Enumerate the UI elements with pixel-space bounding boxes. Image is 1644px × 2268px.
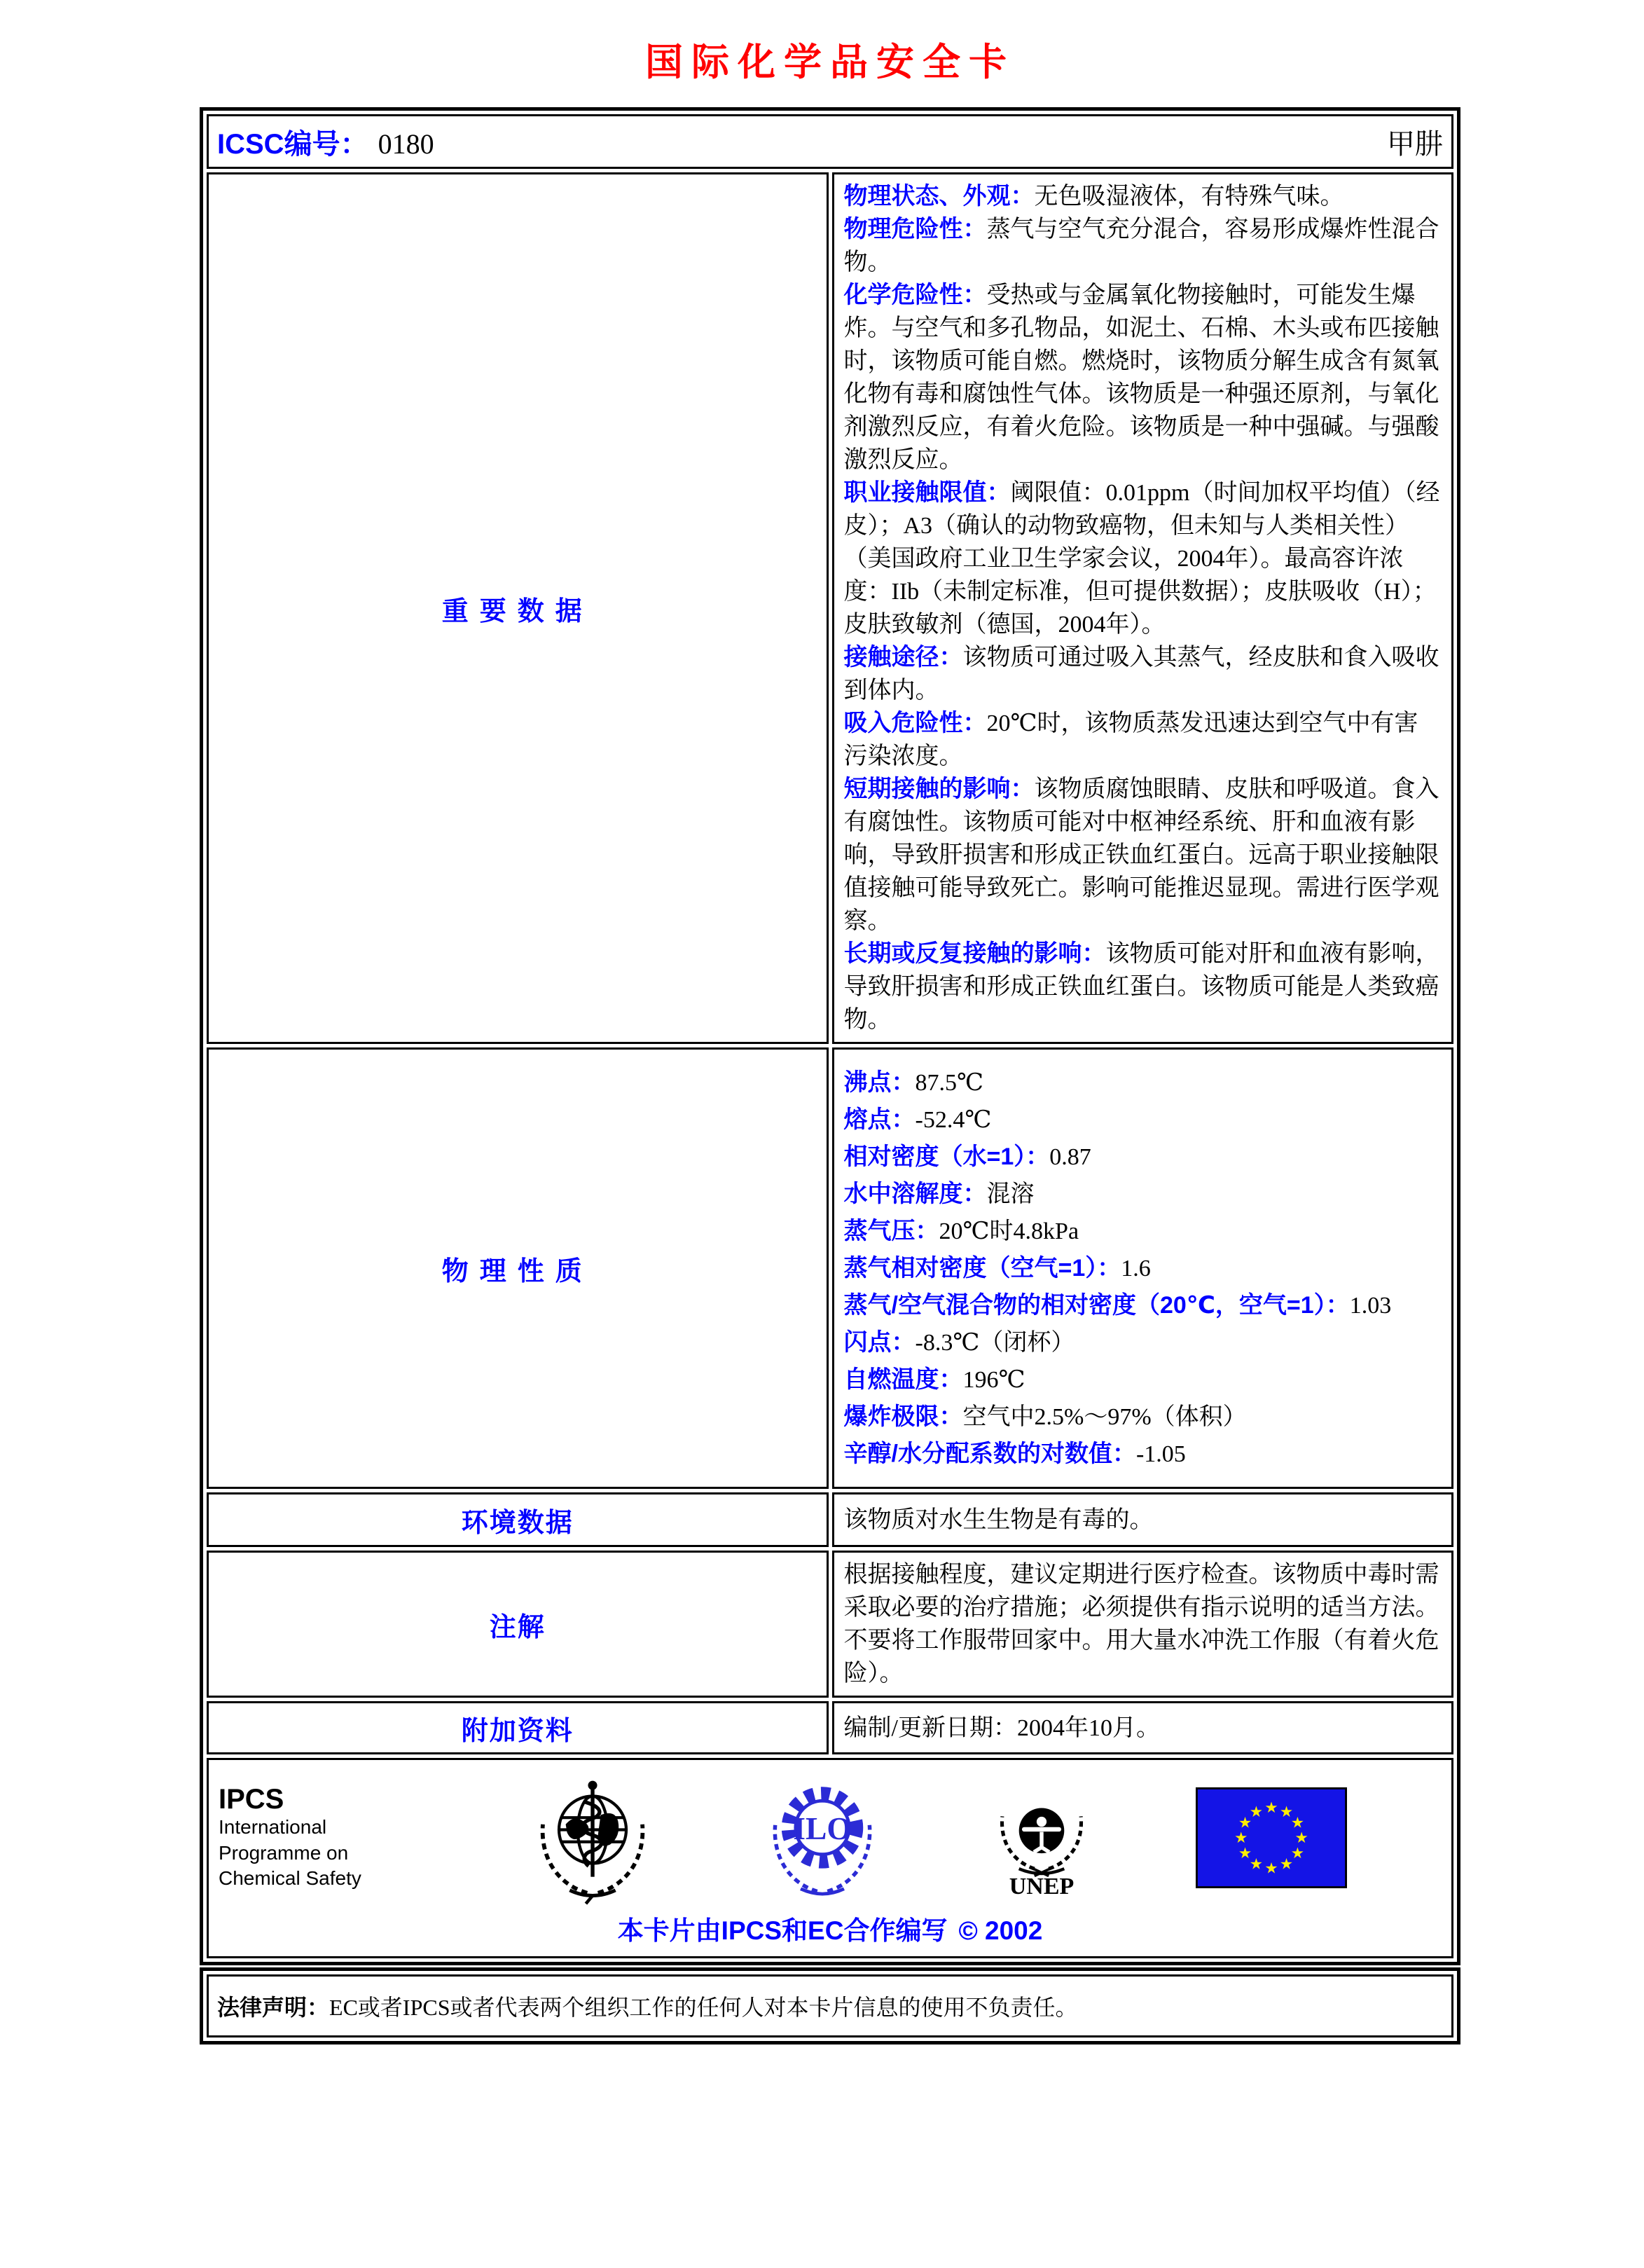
physical-property-item: [844, 1213, 1442, 1250]
copyright-text: © 2002: [958, 1916, 1043, 1945]
field-label: 长期或反复接触的影响：: [843, 940, 1106, 967]
physical-property-item: [844, 1139, 1442, 1176]
field-label: 水中溶解度：: [843, 1180, 987, 1207]
field-value: -1.05: [1135, 1441, 1186, 1467]
ipcs-subtitle-line: Chemical Safety: [219, 1867, 361, 1890]
field-label: 自燃温度：: [843, 1366, 963, 1393]
field-value: 该物质腐蚀眼睛、皮肤和呼吸道。食入有腐蚀性。该物质可能对中枢神经系统、肝和血液有影响，导致肝损害和形成正铁血红蛋白。远高于职业接触限值接触可能导致死亡。影响可能推迟显现。需进行医学观察。: [843, 776, 1439, 934]
ipcs-subtitle-line: International: [219, 1816, 327, 1839]
svg-text:★: ★: [1249, 1802, 1264, 1820]
unep-caption: UNEP: [1009, 1873, 1075, 1899]
physical-property-item: [844, 1287, 1442, 1324]
svg-text:★: ★: [1238, 1813, 1252, 1831]
notes-text: 根据接触程度，建议定期进行医疗检查。该物质中毒时需采取必要的治疗措施；必须提供有指示说明的适当方法。不要将工作服带回家中。用大量水冲洗工作服（有着火危险）。: [843, 1562, 1439, 1686]
field-value: 无色吸湿液体，有特殊气味。: [1034, 184, 1344, 209]
field-value: 受热或与金属氧化物接触时，可能发生爆炸。与空气和多孔物品，如泥土、石棉、木头或布匹接触时，该物质可能自燃。燃烧时，该物质分解生成含有氮氧化物有毒和腐蚀性气体。该物质是一种强还原剂，与氧化剂激烈反应，有着火危险。该物质是一种中强碱。与强酸激烈反应。: [843, 282, 1439, 473]
field-value: -8.3℃（闭杯）: [915, 1329, 1075, 1356]
field-label: 物理危险性：: [843, 216, 987, 242]
field-label: 化学危险性：: [843, 282, 987, 308]
field-label: 物理状态、外观：: [843, 183, 1035, 209]
field-label: 爆炸极限：: [843, 1403, 963, 1430]
additional-info-content: [832, 1701, 1454, 1754]
card-credit: [219, 1909, 1442, 1947]
physical-property-item: [844, 1436, 1442, 1473]
field-label: 熔点：: [843, 1106, 916, 1133]
svg-text:★: ★: [1238, 1843, 1252, 1862]
icsc-number-label: ICSC编号：: [217, 128, 368, 160]
svg-text:★: ★: [1294, 1829, 1309, 1847]
physical-property-item: [844, 1324, 1442, 1361]
card-credit-text: 本卡片由IPCS和EC合作编写: [617, 1916, 948, 1945]
legal-notice-table: [200, 1967, 1460, 2044]
svg-text:★: ★: [1280, 1855, 1294, 1873]
environmental-data-content: [832, 1492, 1454, 1547]
field-value: 20℃时，该物质蒸发迅速达到空气中有害污染浓度。: [843, 710, 1418, 769]
svg-text:★: ★: [1264, 1799, 1278, 1816]
field-label: 接触途径：: [843, 644, 963, 671]
svg-text:★: ★: [1249, 1855, 1264, 1873]
physical-properties-row: [207, 1047, 1453, 1489]
icsc-number-value: 0180: [378, 128, 434, 160]
important-data-item: [844, 773, 1442, 937]
field-value: 该物质可能对肝和血液有影响，导致肝损害和形成正铁血红蛋白。该物质可能是人类致癌物。: [843, 941, 1439, 1033]
important-data-item: [844, 641, 1442, 707]
field-value: 1.03: [1349, 1292, 1392, 1319]
field-label: 蒸气/空气混合物的相对密度（20℃，空气=1）：: [843, 1291, 1350, 1319]
field-value: -52.4℃: [915, 1106, 992, 1133]
physical-property-item: [844, 1064, 1442, 1101]
section-label-additional-info: 附加资料: [207, 1701, 829, 1754]
field-value: 该物质可通过吸入其蒸气，经皮肤和食入吸收到体内。: [843, 645, 1439, 703]
important-data-item: [844, 279, 1442, 476]
who-logo: [523, 1771, 662, 1905]
environmental-data-text: 该物质对水生生物是有毒的。: [843, 1506, 1154, 1533]
header-row: [207, 114, 1453, 169]
icsc-number: [217, 122, 434, 162]
important-data-item: [844, 213, 1442, 279]
notes-row: [207, 1551, 1453, 1698]
legal-notice-text: EC或者IPCS或者代表两个组织工作的任何人对本卡片信息的使用不负责任。: [329, 1995, 1078, 2020]
footer-row: [207, 1758, 1453, 1958]
field-value: 阈限值：0.01ppm（时间加权平均值）（经皮）；A3（确认的动物致癌物，但未知与人类相关性）（美国政府工业卫生学家会议，2004年）。最高容许浓度：IIb（未制定标准，但可提供数据）；皮肤吸收（H）；皮肤致敏剂（德国，2004年）。: [843, 480, 1440, 638]
section-label-notes: 注解: [207, 1551, 829, 1698]
field-label: 职业接触限值：: [843, 479, 1011, 506]
field-label: 吸入危险性：: [843, 710, 987, 736]
field-value: 空气中2.5%～97%（体积）: [962, 1403, 1247, 1430]
svg-text:★: ★: [1264, 1859, 1278, 1877]
ilo-logo: [757, 1774, 888, 1902]
ipcs-subtitle-line: Programme on: [219, 1841, 349, 1864]
important-data-item: [844, 476, 1442, 641]
physical-property-item: [844, 1398, 1442, 1436]
svg-text:★: ★: [1234, 1829, 1248, 1847]
icsc-main-table: [200, 107, 1460, 1965]
field-label: 蒸气相对密度（空气=1）：: [843, 1254, 1121, 1281]
field-value: 196℃: [962, 1366, 1025, 1393]
physical-property-item: [844, 1250, 1442, 1287]
notes-content: [832, 1551, 1454, 1698]
physical-property-item: [844, 1361, 1442, 1398]
physical-property-item: [844, 1176, 1442, 1213]
physical-property-item: [844, 1101, 1442, 1139]
ipcs-text-block: [219, 1784, 429, 1891]
environmental-data-row: [207, 1492, 1453, 1547]
section-label-important-data: 重要数据: [207, 172, 829, 1044]
important-data-row: [207, 172, 1453, 1044]
field-value: 87.5℃: [915, 1069, 984, 1096]
legal-notice-label: 法律声明：: [217, 1995, 330, 2020]
eu-flag: [1196, 1787, 1347, 1888]
field-value: 1.6: [1121, 1255, 1151, 1281]
field-value: 0.87: [1049, 1143, 1091, 1170]
additional-info-text: 编制/更新日期：2004年10月。: [843, 1714, 1160, 1741]
svg-text:★: ★: [1290, 1813, 1305, 1831]
field-value: 混溶: [986, 1181, 1035, 1207]
svg-text:★: ★: [1290, 1843, 1305, 1862]
physical-properties-content: [832, 1047, 1454, 1489]
field-label: 短期接触的影响：: [843, 776, 1035, 802]
field-label: 蒸气压：: [843, 1217, 939, 1244]
unep-logo: [982, 1769, 1101, 1906]
field-label: 闪点：: [843, 1328, 916, 1356]
important-data-content: [832, 172, 1454, 1044]
important-data-item: [844, 707, 1442, 773]
additional-info-row: [207, 1701, 1453, 1754]
icsc-card: [200, 32, 1460, 2044]
chemical-name: 甲肼: [1387, 128, 1443, 160]
legal-notice-row: [207, 1974, 1453, 2037]
important-data-item: [844, 937, 1442, 1036]
field-label: 沸点：: [843, 1068, 916, 1096]
svg-text:★: ★: [1280, 1802, 1294, 1820]
field-label: 相对密度（水=1）：: [843, 1143, 1050, 1170]
field-value: 蒸气与空气充分混合，容易形成爆炸性混合物。: [843, 217, 1439, 275]
field-label: 辛醇/水分配系数的对数值：: [843, 1440, 1136, 1467]
svg-text:ILO: ILO: [792, 1810, 852, 1846]
field-value: 20℃时4.8kPa: [939, 1218, 1079, 1244]
ipcs-title: IPCS: [219, 1784, 284, 1815]
important-data-item: [844, 180, 1442, 213]
section-label-physical-properties: 物理性质: [207, 1047, 829, 1489]
section-label-environmental-data: 环境数据: [207, 1492, 829, 1547]
page-title: 国际化学品安全卡: [645, 39, 1015, 84]
